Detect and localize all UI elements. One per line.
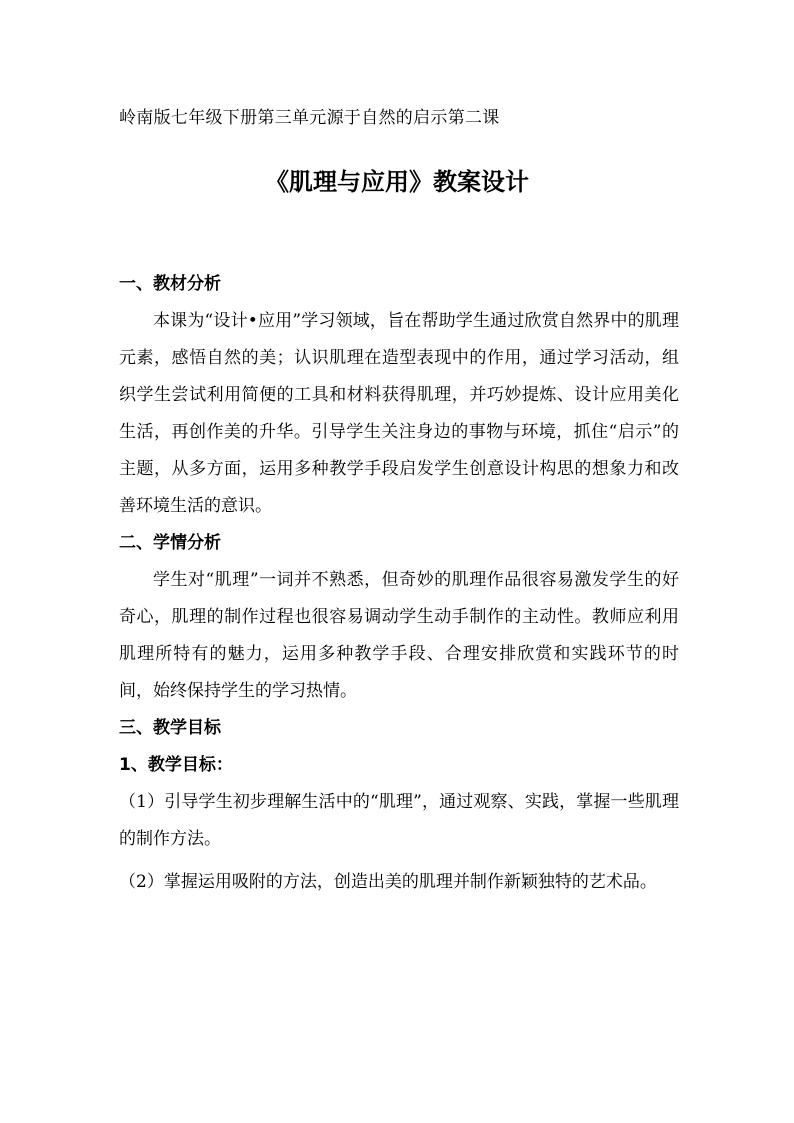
goal-item: （1）引导学生初步理解生活中的“肌理”，通过观察、实践，掌握一些肌理的制作方法。 bbox=[119, 792, 679, 849]
section-teaching-goals bbox=[119, 710, 679, 901]
section-student-analysis bbox=[119, 525, 679, 710]
document-body bbox=[119, 266, 679, 901]
section-heading: 一、教材分析 bbox=[119, 274, 221, 294]
section-paragraph: 学生对“肌理”一词并不熟悉，但奇妙的肌理作品很容易激发学生的好奇心，肌理的制作过程也很容易调动学生动手制作的主动性。教师应利用肌理所特有的魅力，运用多种教学手段、合理安排欣赏和实践环节的时间，始终保持学生的学习热情。 bbox=[119, 570, 679, 701]
section-textbook-analysis bbox=[119, 266, 679, 525]
section-paragraph: 本课为“设计•应用”学习领域，旨在帮助学生通过欣赏自然界中的肌理元素，感悟自然的美；认识肌理在造型表现中的作用，通过学习活动，组织学生尝试利用简便的工具和材料获得肌理，并巧妙提炼、设计应用美化生活，再创作美的升华。引导学生关注身边的事物与环境，抓住“启示”的主题，从多方面，运用多种教学手段启发学生创意设计构思的想象力和改善环境生活的意识。 bbox=[119, 311, 679, 516]
document-subtitle: 岭南版七年级下册第三单元源于自然的启示第二课 bbox=[119, 108, 500, 128]
section-heading: 三、教学目标 bbox=[119, 718, 221, 738]
goal-item: （2）掌握运用吸附的方法，创造出美的肌理并制作新颖独特的艺术品。 bbox=[119, 872, 657, 892]
section-heading: 二、学情分析 bbox=[119, 533, 221, 553]
goals-subheading: 1、教学目标： bbox=[119, 755, 233, 775]
document-title: 《肌理与应用》教案设计 bbox=[265, 168, 529, 196]
